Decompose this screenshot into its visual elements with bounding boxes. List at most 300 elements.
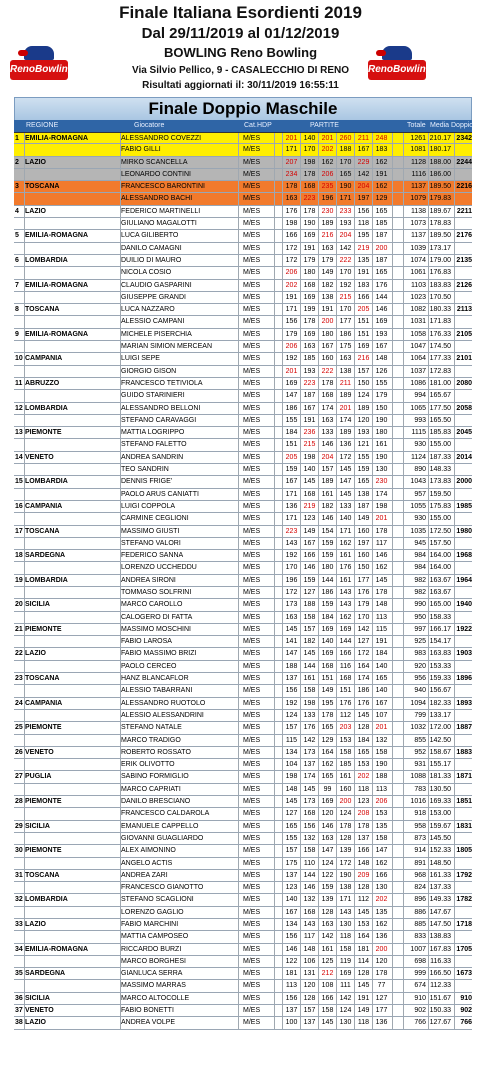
table-row xyxy=(14,181,472,193)
column-divider xyxy=(238,378,239,389)
average-cell: 159.50 xyxy=(429,490,451,498)
column-divider xyxy=(300,427,301,438)
game-score-cell: 123 xyxy=(285,884,298,892)
game-score-cell: 198 xyxy=(303,699,316,707)
column-divider xyxy=(336,870,337,881)
doubles-total-cell: 1805 xyxy=(456,847,472,855)
doubles-total-cell: 2135 xyxy=(456,256,472,264)
game-score-cell: 111 xyxy=(340,982,351,990)
game-score-cell: 127 xyxy=(357,638,370,646)
column-divider xyxy=(120,845,121,856)
table-row xyxy=(14,882,472,894)
region-cell: TOSCANA xyxy=(25,675,60,683)
column-divider xyxy=(428,169,429,180)
category-cell: M/ES xyxy=(243,146,261,154)
column-divider xyxy=(282,919,283,930)
column-divider xyxy=(454,931,455,942)
column-divider xyxy=(24,624,25,635)
column-divider xyxy=(428,612,429,623)
column-divider xyxy=(120,1017,121,1028)
column-divider xyxy=(300,648,301,659)
column-divider xyxy=(454,255,455,266)
position-cell: 25 xyxy=(15,724,23,732)
column-divider xyxy=(300,243,301,254)
column-divider xyxy=(282,378,283,389)
column-divider xyxy=(120,513,121,524)
game-score-cell: 198 xyxy=(303,453,316,461)
game-score-cell: 200 xyxy=(375,244,388,252)
region-cell: LAZIO xyxy=(25,207,46,215)
total-cell: 1035 xyxy=(410,527,426,535)
table-row xyxy=(14,329,472,341)
game-score-cell: 163 xyxy=(321,834,334,842)
game-score-cell: 172 xyxy=(339,453,352,461)
column-divider xyxy=(454,292,455,303)
region-cell: SICILIA xyxy=(25,601,50,609)
column-divider xyxy=(318,673,319,684)
column-divider xyxy=(372,1017,373,1028)
column-divider xyxy=(354,243,355,254)
game-score-cell: 178 xyxy=(321,379,334,387)
column-divider xyxy=(120,390,121,401)
game-score-cell: 146 xyxy=(303,884,316,892)
column-divider xyxy=(282,808,283,819)
column-divider xyxy=(120,562,121,573)
column-divider xyxy=(24,255,25,266)
column-divider xyxy=(318,144,319,155)
game-score-cell: 143 xyxy=(303,921,316,928)
game-score-cell: 153 xyxy=(339,736,352,744)
column-divider xyxy=(372,292,373,303)
doubles-total-cell: 1922 xyxy=(456,625,472,633)
position-cell: 17 xyxy=(15,527,23,535)
game-score-cell: 169 xyxy=(357,343,370,351)
column-divider xyxy=(274,280,275,291)
col-doppio: Doppio xyxy=(451,122,474,129)
average-cell: 178.83 xyxy=(429,220,451,228)
category-cell: M/ES xyxy=(243,711,261,719)
column-divider xyxy=(403,882,404,893)
game-score-cell: 159 xyxy=(321,884,334,892)
column-divider xyxy=(372,833,373,844)
column-divider xyxy=(336,206,337,217)
column-divider xyxy=(300,133,301,143)
game-score-cell: 137 xyxy=(303,1019,316,1027)
column-divider xyxy=(300,784,301,795)
position-cell: 30 xyxy=(15,847,23,855)
column-divider xyxy=(274,243,275,254)
game-score-cell: 160 xyxy=(339,785,352,793)
page-header xyxy=(0,0,481,96)
game-score-cell: 159 xyxy=(321,539,334,547)
game-score-cell: 153 xyxy=(375,810,388,818)
column-divider xyxy=(24,919,25,930)
player-cell: NICOLA COSIO xyxy=(121,269,172,277)
doubles-total-cell: 1964 xyxy=(456,576,472,584)
game-score-cell: 179 xyxy=(321,256,334,264)
game-score-cell: 190 xyxy=(375,416,388,424)
game-score-cell: 192 xyxy=(285,355,298,363)
column-divider xyxy=(282,230,283,241)
average-cell: 181.00 xyxy=(429,379,451,387)
column-divider xyxy=(318,193,319,204)
player-cell: MARCO CAROLLO xyxy=(121,601,183,609)
category-cell: M/ES xyxy=(243,576,261,584)
doubles-total-cell: 2342 xyxy=(456,135,472,142)
column-divider xyxy=(318,538,319,549)
game-score-cell: 201 xyxy=(321,135,334,142)
column-divider xyxy=(282,526,283,537)
column-divider xyxy=(24,526,25,537)
game-score-cell: 233 xyxy=(339,207,352,215)
column-divider xyxy=(300,636,301,647)
column-divider xyxy=(336,1005,337,1016)
average-cell: 188.00 xyxy=(429,158,451,166)
total-cell: 958 xyxy=(414,822,426,830)
column-divider xyxy=(428,157,429,168)
column-divider xyxy=(238,821,239,832)
game-score-cell: 178 xyxy=(357,822,370,830)
column-divider xyxy=(120,882,121,893)
player-cell: ERIK OLIVOTTO xyxy=(121,761,175,769)
game-score-cell: 177 xyxy=(375,1007,388,1015)
game-score-cell: 198 xyxy=(285,773,298,781)
game-score-cell: 158 xyxy=(375,834,388,842)
total-cell: 698 xyxy=(414,957,426,965)
column-divider xyxy=(428,870,429,881)
column-divider xyxy=(336,612,337,623)
column-divider xyxy=(24,206,25,217)
game-score-cell: 229 xyxy=(357,158,370,166)
game-score-cell: 124 xyxy=(285,711,298,719)
game-score-cell: 140 xyxy=(303,466,316,474)
table-row xyxy=(14,464,472,476)
column-divider xyxy=(428,193,429,204)
game-score-cell: 163 xyxy=(321,244,334,252)
game-score-cell: 191 xyxy=(357,994,370,1002)
game-score-cell: 153 xyxy=(357,761,370,769)
average-cell: 180.33 xyxy=(429,306,451,314)
total-cell: 1082 xyxy=(410,306,426,314)
column-divider xyxy=(428,133,429,143)
column-divider xyxy=(318,304,319,315)
column-divider xyxy=(392,907,393,918)
game-score-cell: 157 xyxy=(321,466,334,474)
column-divider xyxy=(282,255,283,266)
average-cell: 159.33 xyxy=(429,675,451,683)
doubles-total-cell: 1705 xyxy=(456,945,472,953)
player-cell: ANGELO ACTIS xyxy=(121,859,173,867)
region-cell: CAMPANIA xyxy=(25,502,63,510)
column-divider xyxy=(428,366,429,377)
column-divider xyxy=(336,230,337,241)
average-cell: 179.00 xyxy=(429,256,451,264)
column-divider xyxy=(238,464,239,475)
column-divider xyxy=(354,599,355,610)
column-divider xyxy=(403,144,404,155)
event-dates: Dal 29/11/2019 al 01/12/2019 xyxy=(141,25,340,42)
game-score-cell: 171 xyxy=(339,195,352,203)
column-divider xyxy=(392,648,393,659)
column-divider xyxy=(274,956,275,967)
column-divider xyxy=(274,550,275,561)
game-score-cell: 110 xyxy=(303,859,316,867)
column-divider xyxy=(238,218,239,229)
category-cell: M/ES xyxy=(243,539,261,547)
doubles-total-cell: 1893 xyxy=(456,699,472,707)
column-divider xyxy=(238,513,239,524)
doubles-total-cell: 2105 xyxy=(456,330,472,338)
column-divider xyxy=(282,796,283,807)
column-divider xyxy=(403,353,404,364)
column-divider xyxy=(282,366,283,377)
column-divider xyxy=(372,722,373,733)
column-divider xyxy=(428,390,429,401)
average-cell: 165.00 xyxy=(429,601,451,609)
doubles-total-cell: 1871 xyxy=(456,773,472,781)
column-divider xyxy=(392,685,393,696)
total-cell: 1138 xyxy=(410,207,426,215)
game-score-cell: 124 xyxy=(339,810,352,818)
total-cell: 891 xyxy=(414,859,426,867)
column-divider xyxy=(274,144,275,155)
column-divider xyxy=(372,353,373,364)
column-divider xyxy=(282,833,283,844)
game-score-cell: 166 xyxy=(357,293,370,301)
column-divider xyxy=(454,624,455,635)
game-score-cell: 185 xyxy=(303,355,316,363)
game-score-cell: 169 xyxy=(321,650,334,658)
column-divider xyxy=(274,882,275,893)
total-cell: 1094 xyxy=(410,699,426,707)
column-divider xyxy=(428,858,429,869)
game-score-cell: 198 xyxy=(285,220,298,228)
column-divider xyxy=(454,944,455,955)
average-cell: 174.50 xyxy=(429,343,451,351)
average-cell: 163.67 xyxy=(429,576,451,584)
position-cell: 16 xyxy=(15,502,23,510)
column-divider xyxy=(454,439,455,450)
game-score-cell: 195 xyxy=(321,699,334,707)
average-cell: 112.33 xyxy=(430,982,451,990)
column-divider xyxy=(403,685,404,696)
column-divider xyxy=(120,403,121,414)
column-divider xyxy=(372,894,373,905)
game-score-cell: 168 xyxy=(321,392,334,400)
doubles-total-cell: 1968 xyxy=(456,552,472,560)
game-score-cell: 140 xyxy=(303,135,316,142)
column-divider xyxy=(428,304,429,315)
category-cell: M/ES xyxy=(243,195,261,203)
game-score-cell: 236 xyxy=(303,429,316,437)
bowler-icon xyxy=(382,46,412,60)
total-cell: 1037 xyxy=(410,367,426,375)
table-row xyxy=(14,759,472,771)
total-cell: 885 xyxy=(414,921,426,928)
game-score-cell: 155 xyxy=(285,834,298,842)
game-score-cell: 113 xyxy=(375,613,388,621)
table-row xyxy=(14,132,472,144)
average-cell: 189.50 xyxy=(429,183,451,191)
column-divider xyxy=(318,907,319,918)
column-divider xyxy=(24,833,25,844)
game-score-cell: 179 xyxy=(303,256,316,264)
game-score-cell: 135 xyxy=(375,908,388,916)
category-cell: M/ES xyxy=(243,933,261,941)
game-score-cell: 156 xyxy=(357,207,370,215)
column-divider xyxy=(454,562,455,573)
game-score-cell: 182 xyxy=(321,502,334,510)
column-divider xyxy=(354,993,355,1004)
column-divider xyxy=(454,550,455,561)
game-score-cell: 204 xyxy=(357,183,370,191)
table-row xyxy=(14,526,472,538)
column-divider xyxy=(372,538,373,549)
column-divider xyxy=(428,427,429,438)
column-divider xyxy=(354,759,355,770)
table-row xyxy=(14,489,472,501)
game-score-cell: 159 xyxy=(285,466,298,474)
game-score-cell: 198 xyxy=(303,158,316,166)
table-row xyxy=(14,304,472,316)
total-cell: 896 xyxy=(414,896,426,904)
player-cell: MIRKO SCANCELLA xyxy=(121,158,188,166)
column-divider xyxy=(282,206,283,217)
table-row xyxy=(14,919,472,931)
game-score-cell: 196 xyxy=(321,195,334,203)
column-divider xyxy=(336,685,337,696)
doubles-total-cell: 1985 xyxy=(456,502,472,510)
total-cell: 674 xyxy=(414,982,426,990)
column-divider xyxy=(24,735,25,746)
column-divider xyxy=(336,169,337,180)
region-cell: SARDEGNA xyxy=(25,970,66,978)
column-divider xyxy=(454,267,455,278)
column-divider xyxy=(300,550,301,561)
total-cell: 957 xyxy=(414,490,426,498)
game-score-cell: 234 xyxy=(285,170,298,178)
column-divider xyxy=(454,821,455,832)
average-cell: 127.67 xyxy=(429,1019,451,1027)
category-cell: M/ES xyxy=(243,379,261,387)
column-divider xyxy=(282,747,283,758)
column-divider xyxy=(354,808,355,819)
column-divider xyxy=(120,255,121,266)
player-cell: PAOLO ARUS CANIATTI xyxy=(121,490,199,498)
game-score-cell: 112 xyxy=(357,896,370,904)
position-cell: 13 xyxy=(15,429,23,437)
column-divider xyxy=(300,193,301,204)
column-divider xyxy=(282,636,283,647)
column-divider xyxy=(300,882,301,893)
game-score-cell: 165 xyxy=(357,748,370,756)
game-score-cell: 118 xyxy=(339,933,352,941)
game-score-cell: 197 xyxy=(357,539,370,547)
column-divider xyxy=(454,280,455,291)
column-divider xyxy=(318,526,319,537)
game-score-cell: 187 xyxy=(357,502,370,510)
column-divider xyxy=(24,894,25,905)
table-row xyxy=(14,833,472,845)
game-score-cell: 200 xyxy=(339,798,352,806)
column-divider xyxy=(120,648,121,659)
column-divider xyxy=(238,722,239,733)
column-divider xyxy=(300,858,301,869)
total-cell: 920 xyxy=(414,662,426,670)
game-score-cell: 162 xyxy=(375,183,388,191)
column-divider xyxy=(454,808,455,819)
column-divider xyxy=(392,144,393,155)
game-score-cell: 192 xyxy=(285,699,298,707)
column-divider xyxy=(120,710,121,721)
table-row xyxy=(14,562,472,574)
column-divider xyxy=(274,562,275,573)
region-cell: LOMBARDIA xyxy=(25,896,68,904)
average-cell: 163.67 xyxy=(429,588,451,596)
column-divider xyxy=(120,907,121,918)
column-divider xyxy=(282,661,283,672)
column-divider xyxy=(24,452,25,463)
game-score-cell: 172 xyxy=(339,859,352,867)
player-cell: GIORGIO GISON xyxy=(121,367,177,375)
table-row xyxy=(14,685,472,697)
average-cell: 152.33 xyxy=(429,847,451,855)
column-divider xyxy=(274,452,275,463)
region-cell: LOMBARDIA xyxy=(25,256,68,264)
category-cell: M/ES xyxy=(243,761,261,769)
game-score-cell: 144 xyxy=(303,871,316,879)
player-cell: MASSIMO GIUSTI xyxy=(121,527,180,535)
column-divider xyxy=(354,193,355,204)
column-divider xyxy=(372,845,373,856)
column-divider xyxy=(403,771,404,782)
category-cell: M/ES xyxy=(243,183,261,191)
category-cell: M/ES xyxy=(243,662,261,670)
game-score-cell: 118 xyxy=(357,220,370,228)
column-divider xyxy=(300,341,301,352)
column-divider xyxy=(282,858,283,869)
column-divider xyxy=(354,489,355,500)
game-score-cell: 199 xyxy=(303,306,316,314)
column-divider xyxy=(318,931,319,942)
column-divider xyxy=(120,243,121,254)
column-divider xyxy=(372,735,373,746)
game-score-cell: 209 xyxy=(357,871,370,879)
average-cell: 175.83 xyxy=(429,502,451,510)
column-divider xyxy=(282,390,283,401)
column-divider xyxy=(372,648,373,659)
category-cell: M/ES xyxy=(243,834,261,842)
player-cell: TOMMASO SOLFRINI xyxy=(121,588,192,596)
total-cell: 930 xyxy=(414,515,426,523)
average-cell: 167.83 xyxy=(429,945,451,953)
column-divider xyxy=(318,181,319,192)
column-divider xyxy=(454,759,455,770)
game-score-cell: 165 xyxy=(375,269,388,277)
player-cell: ALESSIO ALESSANDRINI xyxy=(121,711,204,719)
doubles-total-cell: 1782 xyxy=(456,896,472,904)
column-divider xyxy=(318,612,319,623)
venue-name: BOWLING Reno Bowling xyxy=(163,45,318,60)
game-score-cell: 143 xyxy=(285,539,298,547)
column-divider xyxy=(403,784,404,795)
column-divider xyxy=(300,280,301,291)
column-divider xyxy=(336,882,337,893)
game-score-cell: 174 xyxy=(339,416,352,424)
column-divider xyxy=(300,980,301,991)
column-divider xyxy=(454,894,455,905)
player-cell: CALOGERO DI FATTA xyxy=(121,613,193,621)
